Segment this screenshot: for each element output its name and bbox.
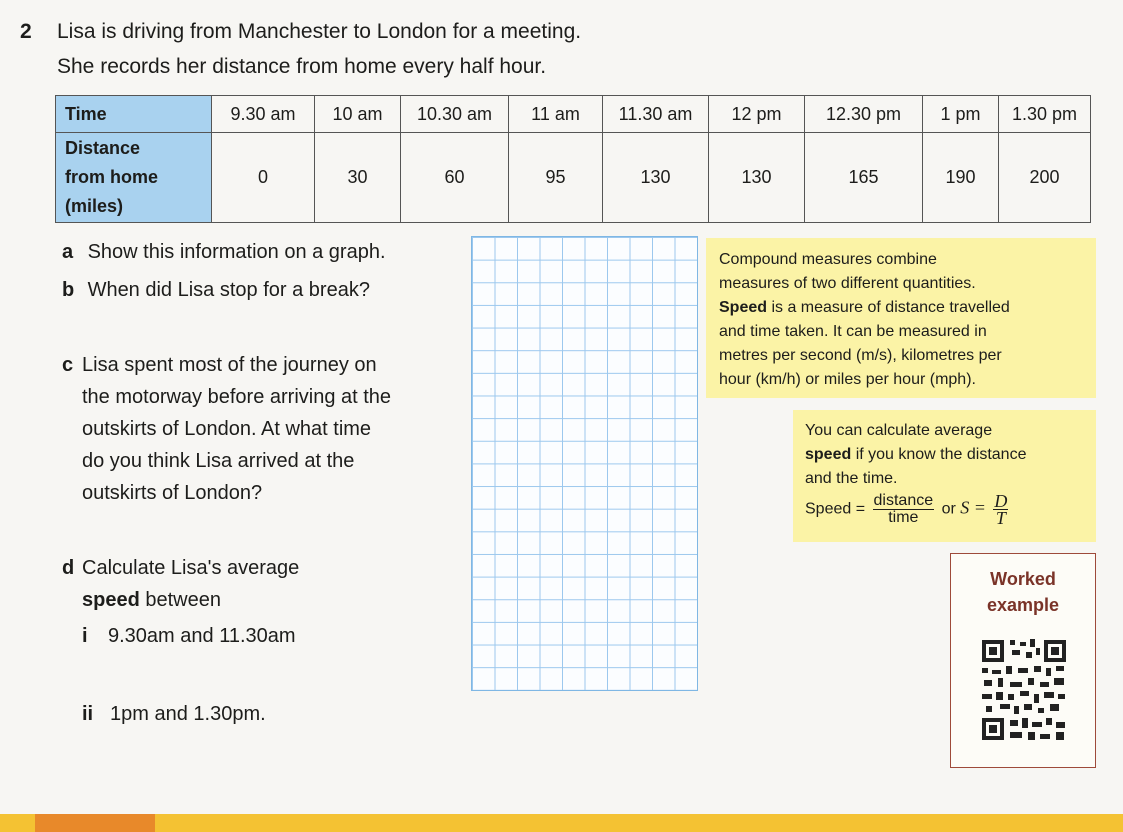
speed-keyword: speed	[805, 446, 852, 463]
time-cell: 11 am	[509, 96, 603, 133]
part-c-label: c	[62, 354, 74, 376]
part-c-line: the motorway before arriving at the	[82, 386, 392, 408]
qr-code-icon[interactable]	[980, 636, 1068, 742]
note1-line: Compound measures combine	[719, 251, 937, 268]
part-c	[62, 349, 391, 509]
question-number: 2	[20, 20, 32, 43]
part-b-text: When did Lisa stop for a break?	[87, 279, 370, 301]
distance-header	[56, 133, 212, 223]
worked-example-box[interactable]	[950, 553, 1096, 768]
time-header: Time	[56, 96, 212, 133]
part-b	[62, 274, 370, 306]
part-d-ii-text: 1pm and 1.30pm.	[110, 703, 266, 725]
part-c-line: Lisa spent most of the journey on	[82, 354, 377, 376]
note2-line: if you know the distance	[851, 446, 1027, 463]
note1-line: metres per second (m/s), kilometres per	[719, 347, 1002, 364]
part-d-ii	[82, 698, 266, 730]
fraction-numerator: D	[994, 491, 1008, 511]
part-d-i-label: i	[82, 625, 88, 647]
example-title: example	[986, 595, 1060, 615]
part-d	[62, 552, 299, 616]
note1-line: is a measure of distance travelled	[767, 299, 1010, 316]
part-d-ii-label: ii	[82, 703, 94, 725]
part-a-label: a	[62, 241, 74, 263]
graph-paper-grid	[471, 236, 698, 691]
part-a-text: Show this information on a graph.	[87, 241, 386, 263]
speed-keyword: speed	[82, 589, 140, 611]
time-cell: 1.30 pm	[999, 96, 1091, 133]
time-cell: 10.30 am	[401, 96, 509, 133]
speed-formula	[805, 493, 1088, 526]
part-d-i	[82, 620, 296, 652]
distance-header-line: from home	[65, 167, 159, 187]
distance-over-time-fraction	[873, 493, 935, 526]
note1-line: hour (km/h) or miles per hour (mph).	[719, 371, 976, 388]
distance-cell: 60	[401, 133, 509, 223]
time-cell: 11.30 am	[603, 96, 709, 133]
speed-keyword: Speed	[719, 299, 768, 316]
s-equals: S =	[960, 497, 986, 518]
part-d-line1: Calculate Lisa's average	[82, 557, 300, 579]
speed-formula-label: Speed =	[805, 500, 866, 518]
fraction-denominator: time	[888, 509, 919, 526]
distance-header-line: (miles)	[65, 196, 124, 216]
part-a	[62, 236, 386, 268]
distance-table	[55, 95, 1091, 223]
compound-measures-note	[706, 238, 1096, 398]
distance-cell: 130	[603, 133, 709, 223]
distance-header-line: Distance	[65, 138, 141, 158]
time-cell: 12 pm	[709, 96, 805, 133]
distance-cell: 30	[315, 133, 401, 223]
distance-cell: 0	[212, 133, 315, 223]
footer-stripe-accent	[35, 814, 155, 832]
part-d-label: d	[62, 557, 75, 579]
note2-line: You can calculate average	[805, 422, 993, 439]
part-d-i-text: 9.30am and 11.30am	[108, 625, 296, 647]
note2-line: and the time.	[805, 470, 898, 487]
part-c-line: outskirts of London?	[82, 482, 263, 504]
question-line-2: She records her distance from home every half hour.	[57, 55, 547, 78]
part-d-line2: between	[139, 589, 221, 611]
time-cell: 12.30 pm	[805, 96, 923, 133]
note1-line: measures of two different quantities.	[719, 275, 976, 292]
distance-cell: 165	[805, 133, 923, 223]
or-text: or	[941, 500, 956, 518]
average-speed-note	[793, 410, 1096, 542]
question-line-1: Lisa is driving from Manchester to London for a meeting.	[57, 20, 582, 43]
time-cell: 9.30 am	[212, 96, 315, 133]
note1-line: and time taken. It can be measured in	[719, 323, 987, 340]
footer-stripe	[0, 814, 1123, 832]
distance-cell: 95	[509, 133, 603, 223]
fraction-denominator: T	[995, 508, 1006, 528]
distance-cell: 190	[923, 133, 999, 223]
part-c-line: do you think Lisa arrived at the	[82, 450, 355, 472]
time-cell: 10 am	[315, 96, 401, 133]
d-over-t-fraction	[993, 493, 1008, 526]
part-b-label: b	[62, 279, 75, 301]
worked-title: Worked	[990, 569, 1056, 589]
part-c-line: outskirts of London. At what time	[82, 418, 372, 440]
distance-cell: 200	[999, 133, 1091, 223]
time-cell: 1 pm	[923, 96, 999, 133]
fraction-numerator: distance	[873, 492, 934, 509]
distance-cell: 130	[709, 133, 805, 223]
